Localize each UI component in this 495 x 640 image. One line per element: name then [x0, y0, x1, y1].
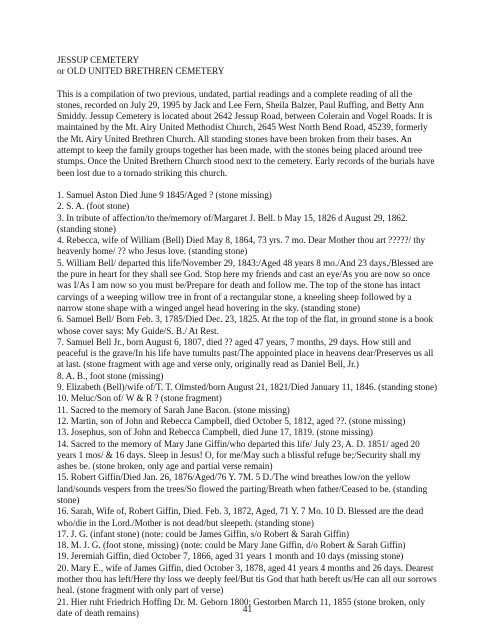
burial-entry: 15. Robert Giffin/Died Jan. 26, 1876/Aged/76 Y. 7M. 5 D./The wind breathes low/on the yellow land/sounds vespers from the trees/So flowed the parting/Breath when father/Ceased to be. (standing stone): [57, 472, 428, 505]
burial-entry: 21. Hier ruht Friedrich Hoffing Dr. M. Geborn 1800; Gestorben March 11, 1855 (stone broken, only date of death remains): [57, 596, 425, 618]
page-subtitle: or OLD UNITED BRETHREN CEMETERY: [57, 66, 225, 77]
burial-entry: 4. Rebecca, wife of William (Bell) Died May 8, 1864, 73 yrs. 7 mo. Dear Mother thou art ?????/ thy heavenly home/ ?? who Jesus love. (standing stone): [57, 235, 426, 257]
page-title: JESSUP CEMETERY: [57, 55, 140, 65]
burial-entry: 17. J. G. (infant stone) (note: could be James Giffin, s/o Robert & Sarah Giffin): [57, 528, 350, 539]
burial-entry: 16. Sarah, Wife of, Robert Giffin, Died. Feb. 3, 1872, Aged, 71 Y. 7 Mo. 10 D. Blessed are the dead who/die in the Lord./Mother is not dead/but sleepeth. (standing stone): [57, 506, 424, 528]
burial-entry-list: [57, 190, 438, 619]
burial-entry: 13. Josephus, son of John and Rebecca Campbell, died June 17, 1819. (stone missing): [57, 427, 373, 438]
burial-entry: 14. Sacred to the memory of Mary Jane Giffin/who departed this life/ July 23, A. D. 1851/ aged 20 years 1 mos/ & 16 days. Sleep in Jesus! O, for me/May such a blissful refuge be;/Security shall my ashes be. (stone broken, only age and partial verse remain): [57, 438, 421, 472]
burial-entry: 10. Meluc/Son of/ W & R ? (stone fragment): [57, 393, 222, 404]
burial-entry: 9. Elizabeth (Bell)/wife of/T. T. Olmsted/born August 21, 1821/Died January 11, 1846. (standing stone): [57, 382, 438, 393]
burial-entry: 20. Mary E., wife of James Giffin, died October 3, 1878, aged 41 years 4 months and 26 days. Dearest mother thou has left/Here thy loss we deeply feel/But tis God that hath bereft us/He can all our sorrows heal. (stone fragment with only part of verse): [57, 562, 437, 596]
burial-entry: 7. Samuel Bell Jr., born August 6, 1807, died ?? aged 47 years, 7 months, 29 days. How still and peaceful is the grave/In his life have tumults past/The appointed place in heavens dear/Preserves us all at last. (stone fragment with age and verse only, originally read as Daniel Bell, Jr.): [57, 336, 434, 370]
cemetery-heading: [57, 55, 438, 78]
burial-entry: 3. In tribute of affection/to the/memory of/Margaret J. Bell. b May 15, 1826 d August 29, 1862. (standing stone): [57, 212, 408, 234]
burial-entry: 12. Martin, son of John and Rebecca Campbell, died October 5, 1812, aged ??. (stone missing): [57, 415, 406, 426]
burial-entry: 11. Sacred to the memory of Sarah Jane Bacon. (stone missing): [57, 404, 290, 415]
burial-entry: 6. Samuel Bell/ Born Feb. 3, 1785/Died Dec. 23, 1825. At the top of the flat, in ground stone is a book whose cover says: My Guide/S. B./ At Rest.: [57, 314, 434, 336]
burial-entry: 18. M. J. G. (foot stone, missing) (note: could be Mary Jane Giffin, d/o Robert & Sarah Giffin): [57, 540, 406, 551]
intro-paragraph: This is a compilation of two previous, undated, partial readings and a complete reading of all the stones, recorded on July 29, 1995 by Jack and Lee Fern, Sheila Balzer, Paul Ruffing, and Betty Ann Smiddy. Jessup Cemetery is located about 2642 Jessup Road, between Colerain and Vogel Roads. It is maintained by the Mt. Airy United Methodist Church, 2645 West North Bend Road, 45239, formerly the Mt. Airy United Brethren Church. All standing stones have been broken from their bases. An attempt to keep the family groups together has been made, with the stones being placed around tree stumps. Once the United Brethern Church stood next to the cemetery. Early records of the burials have been lost due to a tornado striking this church.: [57, 88, 435, 178]
burial-entry: 2. S. A. (foot stone): [57, 201, 130, 212]
burial-entry: 8. A. B., foot stone (missing): [57, 370, 164, 381]
burial-entry: 1. Samuel Aston Died June 9 1845/Aged ? (stone missing): [57, 189, 272, 200]
page-number: 41: [242, 604, 253, 614]
burial-entry: 19. Jeremiah Giffin, died October 7, 1866, aged 31 years 1 month and 10 days (missing stone): [57, 551, 404, 562]
burial-entry: 5. William Bell/ departed this life/November 29, 1843:/Aged 48 years 8 mo./And 23 days./Blessed are the pure in heart for they shall see God. Stop here my friends and cast an eye/As you are now so once was I/As I am now so you must be/Prepare for death and follow me. The top of the stone has intact carvings of a weeping willow tree in front of a rectangular stone, a kneeling sheep followed by a narrow stone shape with a winged angel head hovering in the sky. (standing stone): [57, 257, 434, 313]
